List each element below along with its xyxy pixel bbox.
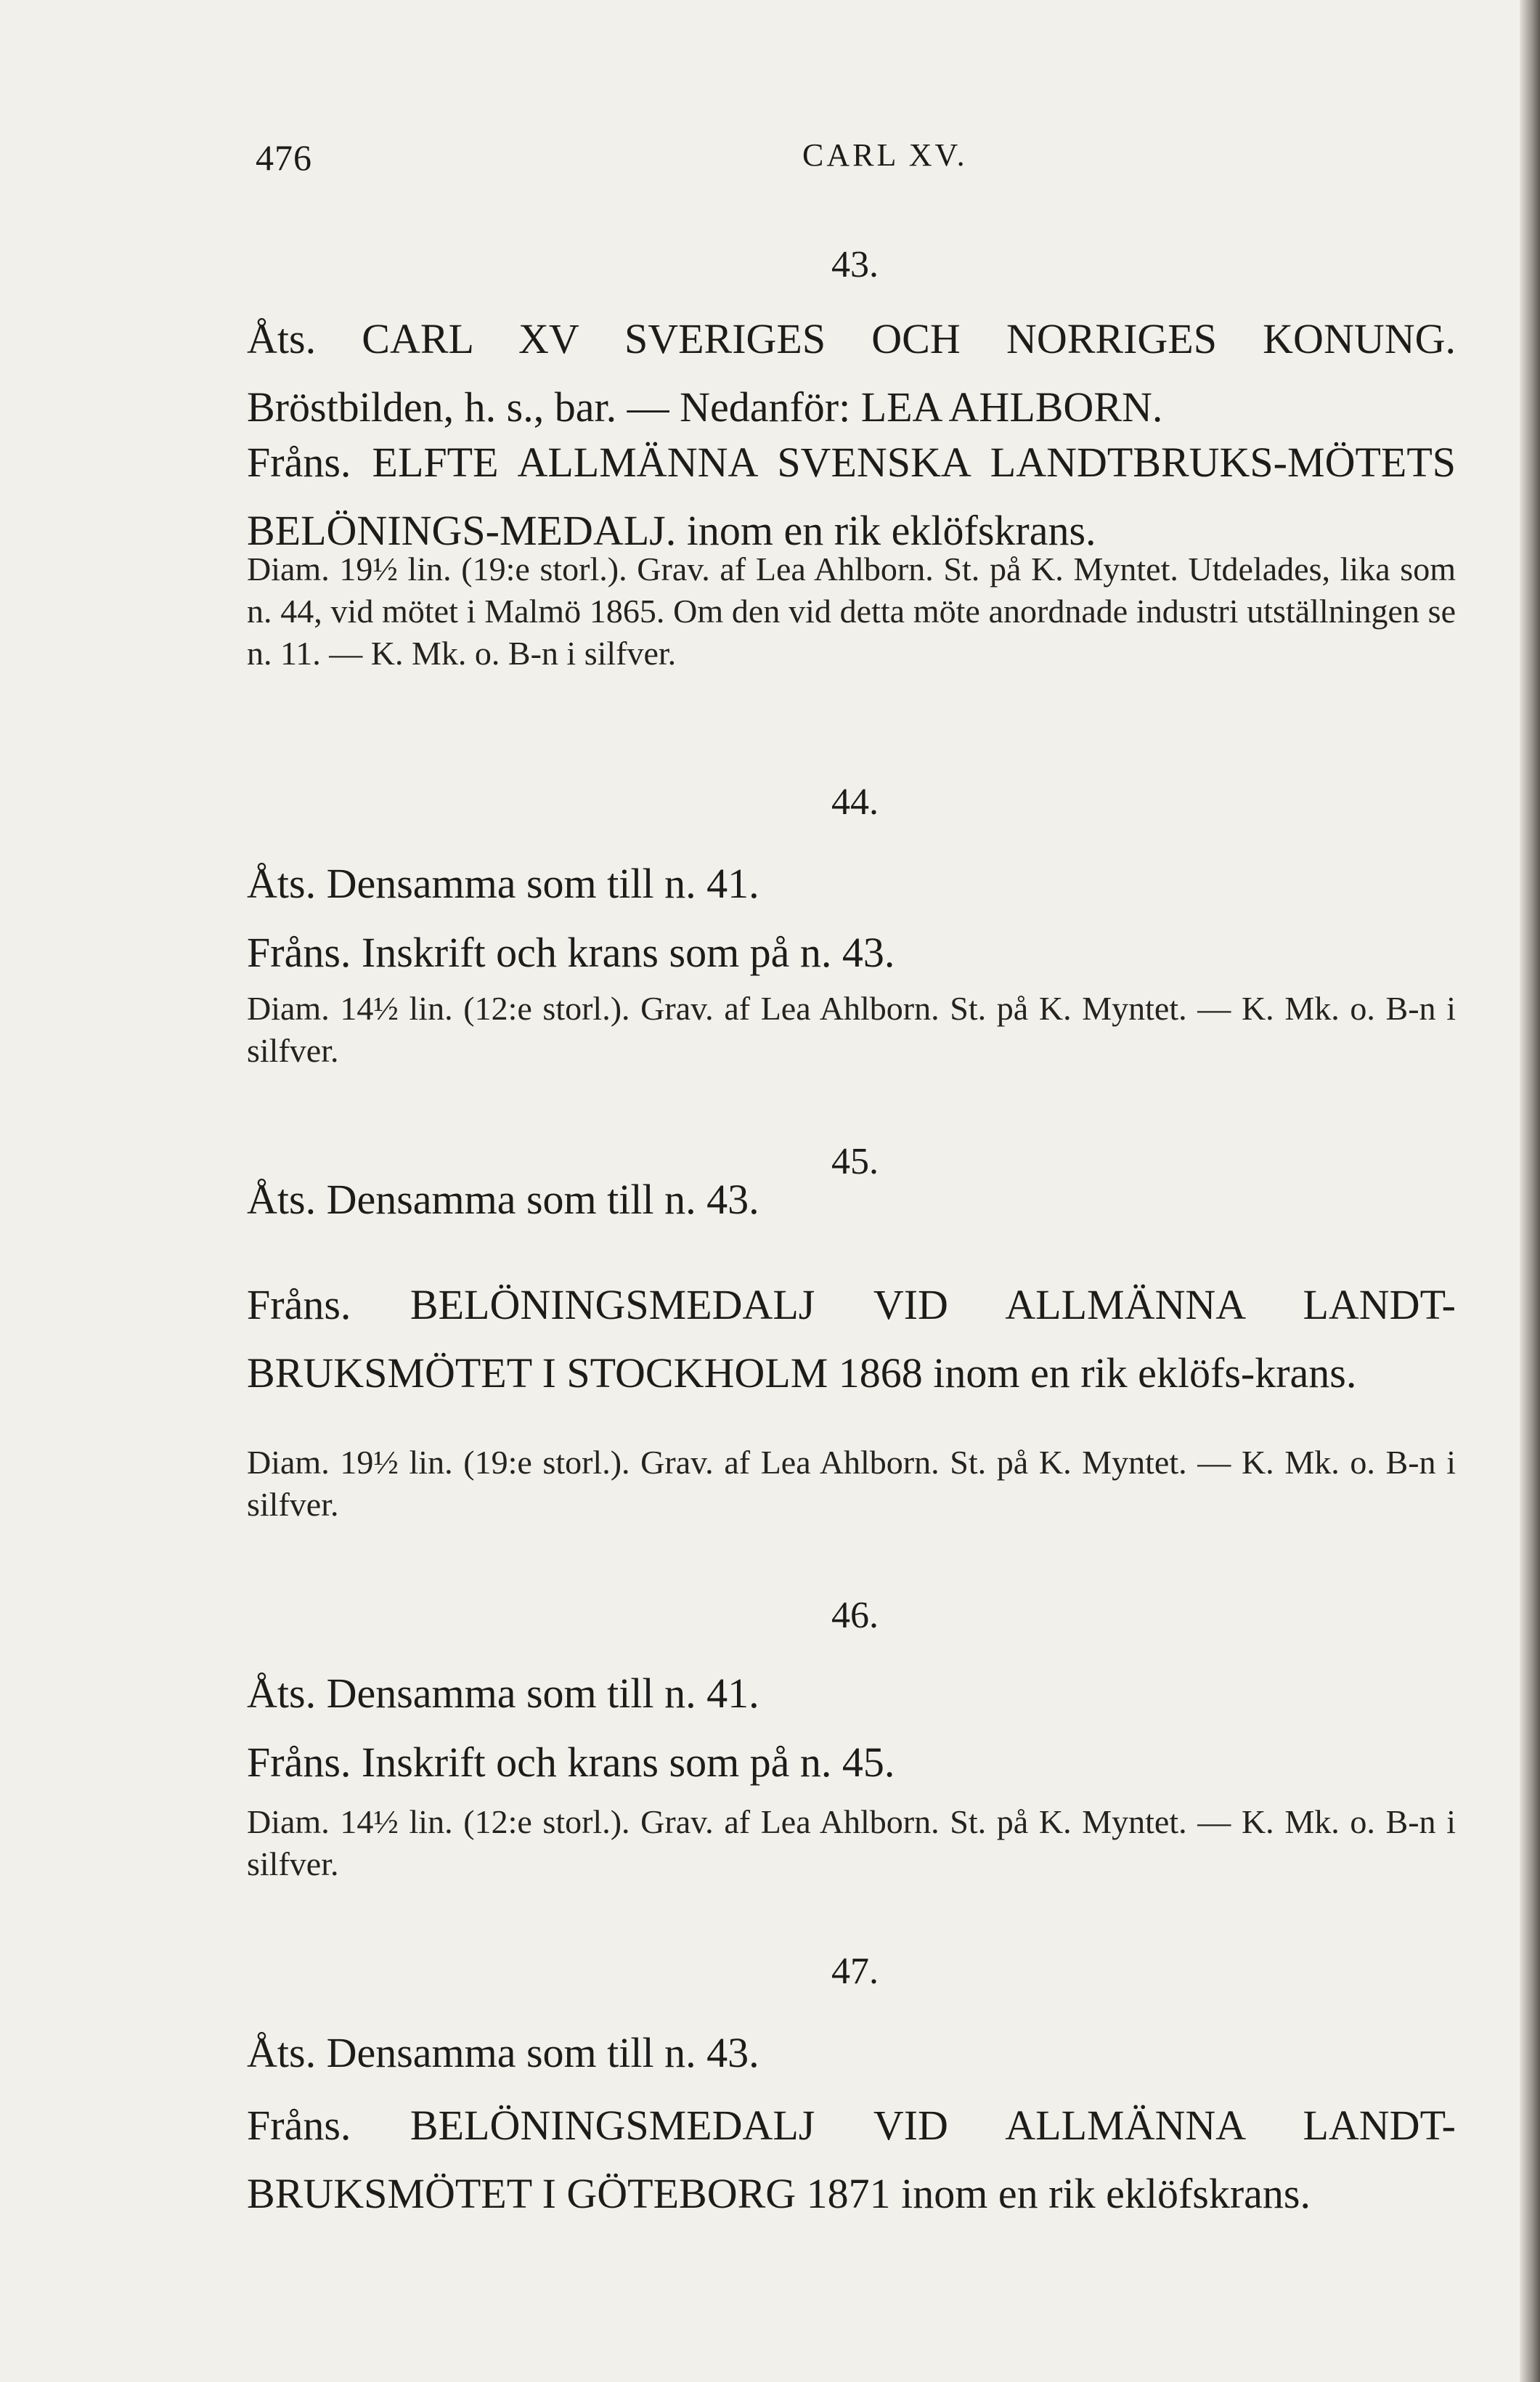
- entry-number: 45.: [831, 1141, 879, 1182]
- page-edge: [1520, 0, 1540, 2382]
- entry-notes: Diam. 19½ lin. (19:e storl.). Grav. af Lea Ahlborn. St. på K. Myntet. Utdelades, lika som n. 44, vid mötet i Malmö 1865. Om den vid detta möte anordnade industri utställningen se n. 11. — K. Mk. o. B-n i silfver.: [247, 550, 1456, 672]
- page-number: 476: [256, 137, 312, 178]
- entry-notes: Diam. 19½ lin. (19:e storl.). Grav. af Lea Ahlborn. St. på K. Myntet. — K. Mk. o. B-n i silfver.: [247, 1444, 1456, 1523]
- entry-number: 47.: [831, 1951, 879, 1992]
- entry-notes: Diam. 14½ lin. (12:e storl.). Grav. af Lea Ahlborn. St. på K. Myntet. — K. Mk. o. B-n i silfver.: [247, 1803, 1456, 1882]
- page-body: [247, 0, 1456, 2382]
- entry-reverse: Fråns. ELFTE ALLMÄNNA SVENSKA LANDTBRUKS-MÖTETS BELÖNINGS-MEDALJ. inom en rik eklöfskrans.: [247, 439, 1456, 554]
- entry-reverse: Fråns. BELÖNINGSMEDALJ VID ALLMÄNNA LANDT-BRUKSMÖTET I GÖTEBORG 1871 inom en rik eklöfskrans.: [247, 2102, 1456, 2217]
- entry-reverse: Fråns. Inskrift och krans som på n. 45.: [247, 1739, 895, 1786]
- running-title: CARL XV.: [802, 137, 968, 173]
- entry-obverse: Åts. Densamma som till n. 41.: [247, 1670, 759, 1717]
- entry-obverse: Åts. Densamma som till n. 43.: [247, 2029, 759, 2076]
- entry-number: 44.: [831, 781, 879, 823]
- entry-reverse: Fråns. Inskrift och krans som på n. 43.: [247, 929, 895, 976]
- entry-number: 43.: [831, 244, 879, 285]
- entry-obverse: Åts. CARL XV SVERIGES OCH NORRIGES KONUNG. Bröstbilden, h. s., bar. — Nedanför: LEA AHLBORN.: [247, 315, 1456, 431]
- entry-obverse: Åts. Densamma som till n. 43.: [247, 1176, 759, 1223]
- entry-number: 46.: [831, 1595, 879, 1636]
- entry-reverse: Fråns. BELÖNINGSMEDALJ VID ALLMÄNNA LANDT-BRUKSMÖTET I STOCKHOLM 1868 inom en rik eklöfs-krans.: [247, 1281, 1456, 1397]
- entry-notes: Diam. 14½ lin. (12:e storl.). Grav. af Lea Ahlborn. St. på K. Myntet. — K. Mk. o. B-n i silfver.: [247, 990, 1456, 1069]
- entry-obverse: Åts. Densamma som till n. 41.: [247, 860, 759, 907]
